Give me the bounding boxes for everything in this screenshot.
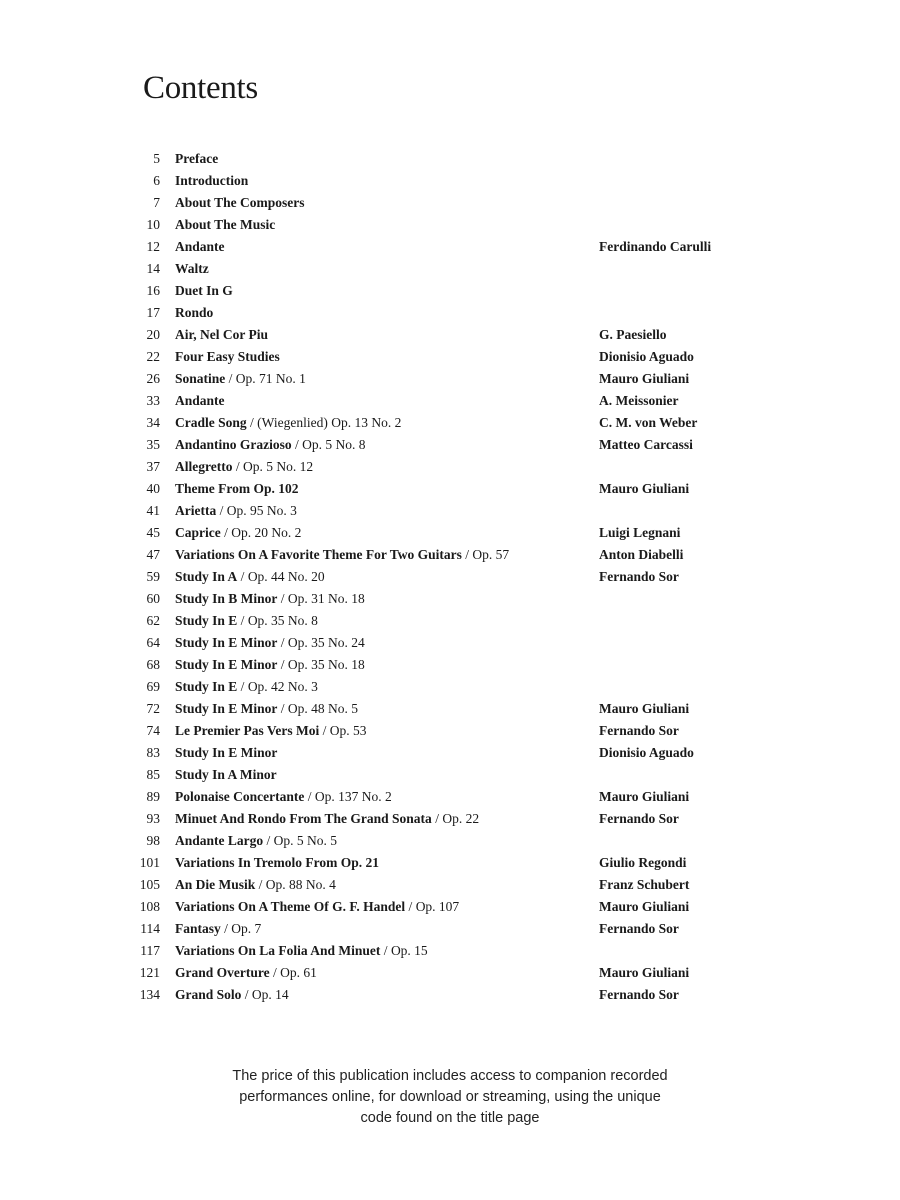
page-number: 59 — [146, 569, 160, 584]
page-number: 20 — [146, 327, 160, 342]
entry-composer: Anton Diabelli — [599, 547, 684, 562]
page-number: 89 — [146, 789, 160, 804]
contents-entry — [0, 588, 900, 610]
opus-separator: / — [269, 965, 281, 980]
entry-title-group — [175, 632, 365, 654]
contents-entry — [0, 654, 900, 676]
contents-entry — [0, 478, 900, 500]
entry-title: Cradle Song — [175, 415, 247, 430]
entry-composer: Mauro Giuliani — [599, 481, 690, 496]
page-number: 10 — [146, 217, 160, 232]
contents-entry — [0, 742, 900, 764]
page-number: 72 — [146, 701, 160, 716]
page-number: 60 — [146, 591, 160, 606]
entry-title: Andantino Grazioso — [175, 437, 292, 452]
entry-title: Variations In Tremolo From Op. 21 — [175, 855, 380, 870]
entry-composer: Mauro Giuliani — [599, 371, 690, 386]
entry-composer: Fernando Sor — [599, 723, 679, 738]
contents-entry — [0, 786, 900, 808]
opus-separator: / — [380, 943, 391, 958]
entry-title: Study In A Minor — [175, 767, 277, 782]
entry-title-group — [175, 566, 325, 588]
entry-title: Arietta — [175, 503, 217, 518]
entry-opus: Op. 20 No. 2 — [231, 525, 302, 540]
entry-title-group — [175, 148, 218, 170]
entry-composer: C. M. von Weber — [599, 415, 698, 430]
page-number: 101 — [139, 855, 160, 870]
page-number: 117 — [140, 943, 160, 958]
page-number: 40 — [146, 481, 160, 496]
entry-title: Study In E Minor — [175, 635, 278, 650]
entry-title: Minuet And Rondo From The Grand Sonata — [175, 811, 432, 826]
page-number: 105 — [139, 877, 160, 892]
opus-separator: / — [220, 525, 232, 540]
entry-title-group — [175, 984, 289, 1006]
entry-title: Grand Solo — [175, 987, 242, 1002]
footer-line: performances online, for download or streaming, using the unique — [239, 1089, 661, 1105]
contents-entry — [0, 698, 900, 720]
contents-list — [0, 148, 900, 1006]
entry-title-group — [175, 522, 301, 544]
entry-title-group — [175, 258, 209, 280]
entry-composer: Mauro Giuliani — [599, 899, 690, 914]
entry-title-group — [175, 588, 365, 610]
contents-entry — [0, 808, 900, 830]
page-number: 114 — [140, 921, 160, 936]
contents-entry — [0, 720, 900, 742]
contents-entry — [0, 918, 900, 940]
opus-separator: / — [220, 921, 232, 936]
entry-opus: Op. 71 No. 1 — [235, 371, 306, 386]
opus-separator: / — [277, 701, 288, 716]
page-number: 45 — [146, 525, 160, 540]
entry-opus: Op. 35 No. 8 — [247, 613, 318, 628]
entry-title: Variations On A Favorite Theme For Two Guitars — [175, 547, 462, 562]
entry-opus: Op. 35 No. 18 — [287, 657, 365, 672]
contents-entry — [0, 280, 900, 302]
entry-title-group — [175, 192, 305, 214]
opus-separator: / — [277, 591, 288, 606]
contents-entry — [0, 302, 900, 324]
opus-separator: / — [237, 613, 248, 628]
entry-title-group — [175, 874, 336, 896]
entry-title: Grand Overture — [175, 965, 270, 980]
contents-entry — [0, 852, 900, 874]
page-number: 68 — [146, 657, 160, 672]
opus-separator: / — [241, 987, 252, 1002]
entry-opus: Op. 107 — [415, 899, 460, 914]
entry-opus: Op. 42 No. 3 — [247, 679, 318, 694]
page-number: 134 — [139, 987, 160, 1002]
entry-title: Allegretto — [175, 459, 233, 474]
entry-title-group — [175, 500, 297, 522]
page-number: 41 — [146, 503, 160, 518]
contents-entry — [0, 984, 900, 1006]
contents-entry — [0, 192, 900, 214]
contents-entry — [0, 610, 900, 632]
contents-entry — [0, 434, 900, 456]
entry-opus: Op. 53 — [329, 723, 367, 738]
entry-composer: Ferdinando Carulli — [599, 239, 712, 254]
page-number: 7 — [153, 195, 160, 210]
entry-title-group — [175, 610, 318, 632]
entry-composer: Fernando Sor — [599, 921, 679, 936]
entry-opus: Op. 5 No. 12 — [243, 459, 314, 474]
entry-title: Andante — [175, 393, 225, 408]
entry-composer: Fernando Sor — [599, 987, 679, 1002]
page-number: 121 — [139, 965, 160, 980]
entry-title: Variations On La Folia And Minuet — [175, 943, 381, 958]
entry-title: About The Music — [175, 217, 276, 232]
entry-title: About The Composers — [175, 195, 305, 210]
entry-title: Introduction — [175, 173, 249, 188]
contents-entry — [0, 896, 900, 918]
entry-title: Air, Nel Cor Piu — [175, 327, 268, 342]
entry-title-group — [175, 214, 275, 236]
contents-entry — [0, 368, 900, 390]
entry-title-group — [175, 918, 261, 940]
entry-opus: Op. 35 No. 24 — [287, 635, 365, 650]
page-number: 62 — [146, 613, 160, 628]
page-number: 14 — [146, 261, 160, 276]
entry-title: Waltz — [175, 261, 209, 276]
opus-separator: / — [246, 415, 258, 430]
page-number: 5 — [153, 151, 160, 166]
entry-opus: Op. 15 — [390, 943, 428, 958]
entry-title-group — [175, 544, 509, 566]
entry-title-group — [175, 764, 277, 786]
entry-title: Study In E Minor — [175, 657, 278, 672]
entry-opus: Op. 57 — [472, 547, 510, 562]
entry-title: Four Easy Studies — [175, 349, 280, 364]
contents-entry — [0, 874, 900, 896]
opus-separator: / — [319, 723, 330, 738]
entry-title: Study In B Minor — [175, 591, 278, 606]
page-number: 98 — [146, 833, 160, 848]
contents-entry — [0, 632, 900, 654]
opus-separator: / — [216, 503, 227, 518]
entry-title-group — [175, 698, 358, 720]
entry-title-group — [175, 852, 379, 874]
contents-entry — [0, 544, 900, 566]
entry-opus: Op. 44 No. 20 — [247, 569, 325, 584]
entry-title-group — [175, 896, 459, 918]
entry-title: Andante Largo — [175, 833, 264, 848]
entry-title: Le Premier Pas Vers Moi — [175, 723, 320, 738]
page-number: 69 — [146, 679, 160, 694]
entry-title-group — [175, 962, 317, 984]
opus-separator: / — [232, 459, 243, 474]
entry-title: Study In A — [175, 569, 238, 584]
entry-title-group — [175, 478, 299, 500]
entry-title: Study In E — [175, 679, 238, 694]
entry-opus: Op. 137 No. 2 — [314, 789, 392, 804]
entry-title-group — [175, 390, 225, 412]
entry-composer: Matteo Carcassi — [599, 437, 693, 452]
entry-opus: Op. 95 No. 3 — [226, 503, 297, 518]
page-number: 16 — [146, 283, 160, 298]
entry-composer: Dionisio Aguado — [599, 349, 694, 364]
page-number: 33 — [146, 393, 160, 408]
entry-title-group — [175, 676, 318, 698]
entry-opus: (Wiegenlied) Op. 13 No. 2 — [257, 415, 402, 430]
page-number: 74 — [146, 723, 160, 738]
contents-entry — [0, 346, 900, 368]
entry-composer: Mauro Giuliani — [599, 965, 690, 980]
page-number: 83 — [146, 745, 160, 760]
entry-title-group — [175, 742, 277, 764]
entry-opus: Op. 88 No. 4 — [265, 877, 336, 892]
opus-separator: / — [277, 657, 288, 672]
contents-entry — [0, 522, 900, 544]
contents-entry — [0, 258, 900, 280]
page-number: 26 — [146, 371, 160, 386]
opus-separator: / — [461, 547, 473, 562]
opus-separator: / — [291, 437, 303, 452]
entry-opus: Op. 22 — [442, 811, 480, 826]
page-number: 12 — [146, 239, 160, 254]
entry-composer: Franz Schubert — [599, 877, 690, 892]
entry-composer: Mauro Giuliani — [599, 789, 690, 804]
entry-title: Theme From Op. 102 — [175, 481, 299, 496]
opus-separator: / — [431, 811, 443, 826]
page-title: Contents — [143, 70, 258, 106]
contents-entry — [0, 456, 900, 478]
entry-opus: Op. 5 No. 5 — [273, 833, 338, 848]
page-number: 6 — [153, 173, 160, 188]
opus-separator: / — [263, 833, 274, 848]
entry-title-group — [175, 412, 401, 434]
entry-title: Preface — [175, 151, 219, 166]
entry-title: Fantasy — [175, 921, 221, 936]
entry-title: Duet In G — [175, 283, 233, 298]
entry-title: Sonatine — [175, 371, 226, 386]
entry-title-group — [175, 434, 366, 456]
contents-entry — [0, 214, 900, 236]
contents-entry — [0, 940, 900, 962]
opus-separator: / — [304, 789, 315, 804]
entry-composer: Mauro Giuliani — [599, 701, 690, 716]
contents-entry — [0, 412, 900, 434]
opus-separator: / — [237, 679, 248, 694]
opus-separator: / — [255, 877, 266, 892]
footer-line: The price of this publication includes access to companion recorded — [232, 1068, 668, 1084]
entry-composer: Giulio Regondi — [599, 855, 687, 870]
entry-composer: Dionisio Aguado — [599, 745, 694, 760]
entry-title-group — [175, 368, 306, 390]
page-number: 93 — [146, 811, 160, 826]
entry-title-group — [175, 236, 225, 258]
entry-title: Study In E Minor — [175, 701, 278, 716]
entry-composer: A. Meissonier — [599, 393, 679, 408]
page-number: 85 — [146, 767, 160, 782]
entry-opus: Op. 31 No. 18 — [287, 591, 365, 606]
entry-title: Rondo — [175, 305, 214, 320]
contents-entry — [0, 830, 900, 852]
opus-separator: / — [277, 635, 288, 650]
entry-opus: Op. 14 — [251, 987, 289, 1002]
contents-entry — [0, 962, 900, 984]
entry-composer: Fernando Sor — [599, 569, 679, 584]
page-number: 35 — [146, 437, 160, 452]
contents-entry — [0, 500, 900, 522]
contents-entry — [0, 324, 900, 346]
entry-title-group — [175, 940, 428, 962]
page-number: 34 — [146, 415, 160, 430]
page-number: 108 — [139, 899, 160, 914]
entry-title-group — [175, 808, 479, 830]
page-number: 17 — [146, 305, 160, 320]
entry-title-group — [175, 830, 337, 852]
entry-title: Study In E — [175, 613, 238, 628]
footer-line: code found on the title page — [360, 1110, 540, 1126]
page-number: 22 — [146, 349, 160, 364]
entry-title-group — [175, 720, 366, 742]
entry-title-group — [175, 280, 233, 302]
entry-title-group — [175, 170, 248, 192]
footer-note — [150, 1066, 750, 1129]
entry-title: Study In E Minor — [175, 745, 278, 760]
entry-title-group — [175, 456, 313, 478]
entry-title-group — [175, 654, 365, 676]
opus-separator: / — [405, 899, 416, 914]
entry-title: Variations On A Theme Of G. F. Handel — [175, 899, 406, 914]
entry-opus: Op. 61 — [280, 965, 317, 980]
entry-composer: Luigi Legnani — [599, 525, 681, 540]
contents-entry — [0, 148, 900, 170]
contents-entry — [0, 170, 900, 192]
entry-composer: G. Paesiello — [599, 327, 667, 342]
opus-separator: / — [225, 371, 236, 386]
entry-opus: Op. 48 No. 5 — [287, 701, 359, 716]
page-number: 37 — [146, 459, 160, 474]
entry-opus: Op. 5 No. 8 — [302, 437, 366, 452]
contents-entry — [0, 236, 900, 258]
entry-title-group — [175, 302, 213, 324]
entry-title-group — [175, 346, 280, 368]
entry-opus: Op. 7 — [231, 921, 262, 936]
entry-title: Andante — [175, 239, 225, 254]
entry-title-group — [175, 324, 268, 346]
entry-title: Polonaise Concertante — [175, 789, 305, 804]
contents-entry — [0, 390, 900, 412]
contents-entry — [0, 764, 900, 786]
entry-title-group — [175, 786, 392, 808]
entry-composer: Fernando Sor — [599, 811, 679, 826]
page-number: 64 — [146, 635, 160, 650]
opus-separator: / — [237, 569, 248, 584]
entry-title: An Die Musik — [175, 877, 256, 892]
contents-entry — [0, 566, 900, 588]
contents-entry — [0, 676, 900, 698]
page-number: 47 — [146, 547, 160, 562]
entry-title: Caprice — [175, 525, 221, 540]
